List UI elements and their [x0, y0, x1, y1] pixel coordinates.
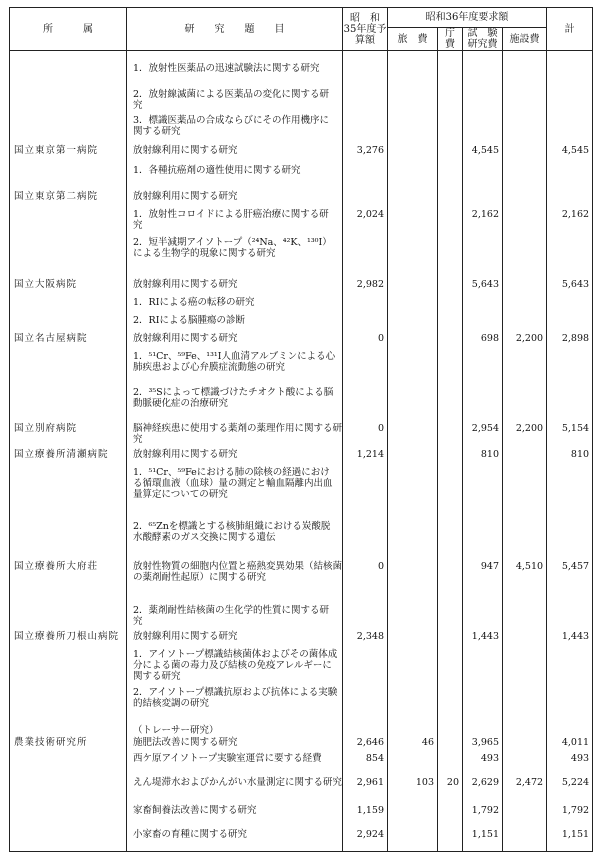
facility-value: 4,510: [515, 561, 544, 572]
sub-topic: 1．各種抗癌剤の適性使用に関する研究: [133, 165, 301, 176]
org-name: 国立療養所刀根山病院: [14, 631, 120, 642]
research-topic: 施肥法改善に関する研究: [133, 737, 238, 748]
research-value: 5,643: [471, 279, 499, 290]
prev-budget-value: 2,982: [356, 279, 384, 290]
research-topic: 放射線利用に関する研究: [133, 145, 238, 156]
col-facility: [503, 51, 547, 852]
research-topic: 放射線利用に関する研究: [133, 333, 238, 344]
research-value: 2,162: [471, 209, 499, 220]
total-value: 2,898: [561, 333, 590, 344]
org-name: 国立東京第二病院: [14, 191, 99, 202]
total-value: 4,011: [561, 737, 590, 748]
research-topic: 西ケ原アイソトープ実験室運営に要する経費: [133, 753, 322, 764]
org-name: 国立名古屋病院: [14, 333, 88, 344]
facility-value: 2,200: [515, 423, 544, 434]
header-facility: 施設費: [503, 28, 547, 51]
research-topic: 放射線利用に関する研究: [133, 631, 238, 642]
sub-topic: 1．⁵¹Cr、⁵⁹Feにおける肺の除核の経過における循環血液（血球）量の測定と輸血隔離内出血量算定についての研究: [133, 467, 333, 500]
research-topic: 家畜飼養法改善に関する研究: [133, 805, 257, 816]
col-total: [547, 51, 593, 852]
total-value: 1,151: [561, 829, 590, 840]
sub-topic: 1．アイソトープ標識結核菌体およびその菌体成分による菌の毒力及び結核の免疫アレルギーに関する研究: [133, 649, 338, 682]
research-topic: 放射線利用に関する研究: [133, 191, 238, 202]
total-value: 810: [570, 449, 590, 460]
org-name: 農業技術研究所: [14, 737, 88, 748]
total-value: 1,792: [561, 805, 590, 816]
budget-table: [9, 7, 593, 852]
total-value: 1,443: [561, 631, 590, 642]
research-value: 4,545: [471, 145, 499, 156]
col-research: [463, 51, 503, 852]
header-request-group: 昭和36年度要求額: [388, 8, 547, 28]
col-prev: [343, 51, 388, 852]
sub-topic: 2．⁶⁵Znを標識とする核肺組織における炭酸脱水酸酵素のガス交換に関する遺伝: [133, 521, 331, 543]
research-value: 1,443: [471, 631, 499, 642]
col-org: [10, 51, 127, 852]
prev-budget-value: 0: [377, 423, 384, 434]
org-name: 国立別府病院: [14, 423, 78, 434]
prev-budget-value: 2,348: [356, 631, 384, 642]
total-value: 493: [570, 753, 590, 764]
sub-topic: 1．⁵¹Cr、⁵⁹Fe、¹³¹I人血清アルブミンによる心肺疾患および心弁膜症流動態の研究: [133, 351, 336, 373]
research-topic: 脳神経疾患に使用する薬剤の薬理作用に関する研究: [133, 423, 343, 445]
travel-value: 46: [421, 737, 434, 748]
prev-budget-value: 1,214: [356, 449, 384, 460]
header-travel: 旅 費: [388, 28, 438, 51]
research-value: 698: [480, 333, 499, 344]
header-total: 計: [547, 8, 593, 51]
research-topic: えん堤滞水およびかんがい水量測定に関する研究: [133, 777, 343, 788]
research-value: 1,151: [471, 829, 499, 840]
prev-budget-value: 854: [365, 753, 384, 764]
org-name: 国立療養所清瀬病院: [14, 449, 109, 460]
research-topic: 放射線利用に関する研究: [133, 279, 238, 290]
org-name: 国立療養所大府荘: [14, 561, 99, 572]
sub-topic: （トレーサー研究）: [133, 725, 219, 736]
research-value: 2,629: [471, 777, 499, 788]
header-prev-bottom: 35年度予算額: [343, 23, 387, 46]
sub-topic: 1．放射性医薬品の迅速試験法に関する研究: [133, 63, 320, 74]
col-travel: [388, 51, 438, 852]
research-value: 3,965: [471, 737, 499, 748]
sub-topic: 1．RIによる癌の転移の研究: [133, 297, 255, 308]
sub-topic: 2．RIによる脳腫瘍の診断: [133, 315, 245, 326]
sub-topic: 2．アイソトープ標識抗原および抗体による実験的結核変調の研究: [133, 687, 338, 709]
sub-topic: 2．放射線滅菌による医薬品の変化に関する研究: [133, 89, 330, 111]
total-value: 5,154: [561, 423, 590, 434]
total-value: 5,643: [561, 279, 590, 290]
prev-budget-value: 0: [377, 333, 384, 344]
prev-budget-value: 1,159: [356, 805, 384, 816]
research-value: 493: [480, 753, 499, 764]
header-org: 所 属: [10, 8, 127, 51]
header-office: 庁 費: [438, 28, 463, 51]
research-value: 810: [480, 449, 499, 460]
research-value: 1,792: [471, 805, 499, 816]
sub-topic: 3．標識医薬品の合成ならびにその作用機序に関する研究: [133, 115, 330, 137]
header-research: 試 験研究費: [463, 28, 503, 51]
sub-topic: 2．短半減期アイソトープ（²⁴Na、⁴²K、¹³⁰I）による生物学的現象に関する研究: [133, 237, 332, 259]
travel-value: 103: [415, 777, 434, 788]
facility-value: 2,200: [515, 333, 544, 344]
org-name: 国立大阪病院: [14, 279, 78, 290]
budget-table-page: [9, 7, 592, 846]
col-office: [438, 51, 463, 852]
prev-budget-value: 2,024: [356, 209, 384, 220]
research-value: 2,954: [471, 423, 499, 434]
prev-budget-value: 3,276: [356, 145, 384, 156]
facility-value: 2,472: [515, 777, 544, 788]
research-value: 947: [480, 561, 499, 572]
prev-budget-value: 2,924: [356, 829, 384, 840]
sub-topic: 1．放射性コロイドによる肝癌治療に関する研究: [133, 209, 329, 231]
research-topic: 放射性物質の細胞内位置と癌熱変異効果（結核菌の薬剤耐性起原）に関する研究: [133, 561, 343, 583]
prev-budget-value: 2,961: [356, 777, 384, 788]
total-value: 5,224: [561, 777, 590, 788]
sub-topic: 2．薬剤耐性結核菌の生化学的性質に関する研究: [133, 605, 330, 627]
header-prev-budget: [343, 8, 388, 51]
prev-budget-value: 0: [377, 561, 384, 572]
col-topic: [127, 51, 343, 852]
total-value: 2,162: [561, 209, 590, 220]
org-name: 国立東京第一病院: [14, 145, 99, 156]
header-topic: 研 究 題 目: [127, 8, 343, 51]
research-topic: 放射線利用に関する研究: [133, 449, 238, 460]
total-value: 5,457: [561, 561, 590, 572]
sub-topic: 2．³⁵Sによって標識づけたチオクト酸による脳動脈硬化症の治療研究: [133, 387, 334, 409]
prev-budget-value: 2,646: [356, 737, 384, 748]
office-value: 20: [446, 777, 459, 788]
research-topic: 小家畜の育種に関する研究: [133, 829, 248, 840]
total-value: 4,545: [561, 145, 590, 156]
header-prev-top: 昭 和: [350, 12, 380, 24]
